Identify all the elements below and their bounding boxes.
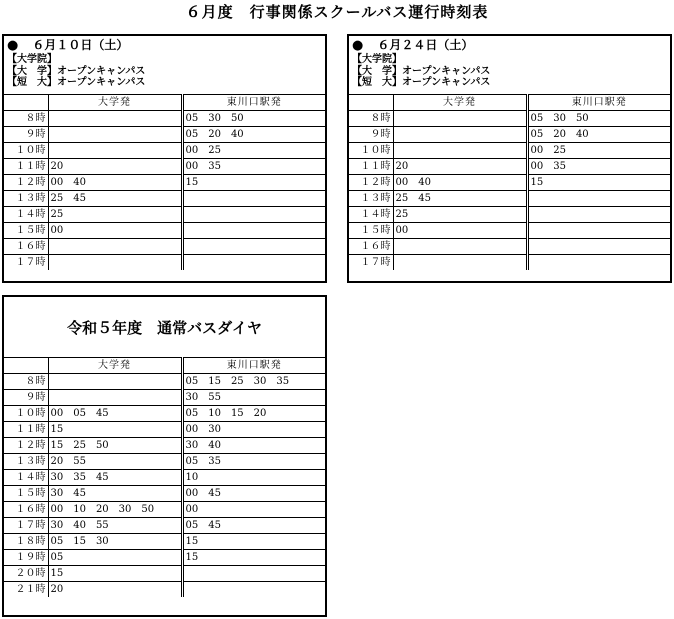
station-departure-cell: 05 15 25 30 35 — [182, 374, 325, 390]
table-row — [349, 159, 670, 175]
station-departure-cell: 00 45 — [182, 486, 325, 502]
table-row — [349, 223, 670, 239]
table-row — [4, 255, 325, 271]
schedule-date-line — [7, 38, 325, 53]
table-row — [4, 207, 325, 223]
univ-departure-cell — [48, 374, 182, 390]
univ-departure-cell — [393, 239, 527, 255]
station-departure-cell: 05 30 50 — [182, 111, 325, 127]
bullet-icon: ● — [7, 38, 19, 53]
table-row — [4, 143, 325, 159]
event-line: 【短 大】オープンキャンパス — [7, 77, 146, 88]
station-departure-cell — [182, 207, 325, 223]
hour-cell: １４時 — [4, 207, 48, 223]
table-row — [4, 111, 325, 127]
station-departure-cell: 00 35 — [182, 159, 325, 175]
hour-cell: １２時 — [4, 175, 48, 191]
hour-cell: １８時 — [4, 534, 48, 550]
station-departure-cell — [527, 207, 670, 223]
univ-departure-cell: 15 25 50 — [48, 438, 182, 454]
timetable — [4, 357, 325, 597]
station-departure-cell: 30 40 — [182, 438, 325, 454]
hour-cell: ２１時 — [4, 582, 48, 598]
univ-departure-cell: 30 40 55 — [48, 518, 182, 534]
hour-cell: １１時 — [4, 422, 48, 438]
hour-cell: ８時 — [4, 111, 48, 127]
table-header-row — [349, 95, 670, 111]
table-row — [4, 127, 325, 143]
station-departure-cell: 05 20 40 — [182, 127, 325, 143]
univ-column-header: 大学発 — [48, 358, 182, 374]
univ-departure-cell — [48, 143, 182, 159]
table-row — [4, 175, 325, 191]
bullet-icon: ● — [352, 38, 364, 53]
event-line: 【大 学】オープンキャンパス — [352, 65, 491, 77]
hour-cell: １２時 — [4, 438, 48, 454]
regular-schedule — [2, 295, 327, 617]
station-departure-cell: 10 — [182, 470, 325, 486]
hour-cell: １１時 — [4, 159, 48, 175]
timetable — [4, 94, 325, 270]
station-departure-cell: 30 55 — [182, 390, 325, 406]
station-departure-cell: 15 — [527, 175, 670, 191]
univ-departure-cell: 25 — [48, 207, 182, 223]
table-row — [4, 550, 325, 566]
hour-cell: ８時 — [4, 374, 48, 390]
station-departure-cell: 05 45 — [182, 518, 325, 534]
univ-departure-cell — [393, 111, 527, 127]
hour-column-header — [4, 95, 48, 111]
table-row — [349, 143, 670, 159]
univ-departure-cell — [48, 127, 182, 143]
univ-departure-cell — [393, 255, 527, 271]
univ-departure-cell: 05 — [48, 550, 182, 566]
hour-cell: １６時 — [349, 239, 393, 255]
regular-schedule-title: 令和５年度 通常バスダイヤ — [67, 318, 262, 337]
station-departure-cell: 15 — [182, 175, 325, 191]
hour-cell: １０時 — [4, 143, 48, 159]
station-departure-cell — [182, 566, 325, 582]
table-row — [4, 374, 325, 390]
station-departure-cell: 00 25 — [182, 143, 325, 159]
hour-cell: ２０時 — [4, 566, 48, 582]
univ-departure-cell: 20 — [48, 582, 182, 598]
station-column-header: 東川口駅発 — [182, 358, 325, 374]
univ-column-header: 大学発 — [48, 95, 182, 111]
special-schedule-2 — [347, 34, 672, 283]
station-departure-cell: 15 — [182, 550, 325, 566]
station-column-header: 東川口駅発 — [527, 95, 670, 111]
table-row — [4, 486, 325, 502]
station-departure-cell: 05 30 50 — [527, 111, 670, 127]
hour-cell: １６時 — [4, 239, 48, 255]
table-header-row — [4, 95, 325, 111]
hour-cell: １９時 — [4, 550, 48, 566]
station-departure-cell — [182, 239, 325, 255]
table-row — [4, 454, 325, 470]
hour-cell: １６時 — [4, 502, 48, 518]
univ-departure-cell: 25 — [393, 207, 527, 223]
schedule-date: ６月１０日（土） — [32, 38, 129, 52]
table-row — [349, 175, 670, 191]
univ-departure-cell — [393, 143, 527, 159]
page-title: ６月度 行事関係スクールバス運行時刻表 — [185, 3, 489, 21]
hour-cell: １４時 — [4, 470, 48, 486]
table-row — [4, 438, 325, 454]
hour-cell: １７時 — [4, 255, 48, 271]
timetable — [349, 94, 670, 270]
table-row — [349, 191, 670, 207]
table-row — [4, 406, 325, 422]
hour-cell: １５時 — [4, 486, 48, 502]
station-departure-cell: 00 35 — [527, 159, 670, 175]
univ-departure-cell: 15 — [48, 566, 182, 582]
hour-cell: １５時 — [4, 223, 48, 239]
station-departure-cell — [527, 255, 670, 271]
table-row — [4, 159, 325, 175]
table-row — [349, 111, 670, 127]
univ-departure-cell: 30 35 45 — [48, 470, 182, 486]
hour-cell: ９時 — [4, 390, 48, 406]
table-row — [4, 582, 325, 598]
hour-cell: １０時 — [349, 143, 393, 159]
univ-column-header: 大学発 — [393, 95, 527, 111]
hour-cell: １５時 — [349, 223, 393, 239]
table-row — [4, 470, 325, 486]
station-departure-cell — [182, 191, 325, 207]
univ-departure-cell: 25 45 — [393, 191, 527, 207]
hour-cell: １０時 — [4, 406, 48, 422]
schedule-date: ６月２４日（土） — [377, 38, 474, 52]
univ-departure-cell — [48, 239, 182, 255]
hour-cell: １７時 — [4, 518, 48, 534]
table-row — [4, 422, 325, 438]
hour-cell: ８時 — [349, 111, 393, 127]
table-row — [349, 127, 670, 143]
univ-departure-cell: 15 — [48, 422, 182, 438]
table-row — [349, 255, 670, 271]
univ-departure-cell: 00 — [48, 223, 182, 239]
station-departure-cell: 15 — [182, 534, 325, 550]
univ-departure-cell — [48, 255, 182, 271]
table-row — [4, 239, 325, 255]
station-departure-cell — [182, 582, 325, 598]
station-departure-cell: 00 25 — [527, 143, 670, 159]
event-line: 【大学院】 — [7, 54, 57, 65]
univ-departure-cell — [393, 127, 527, 143]
station-departure-cell — [182, 223, 325, 239]
event-line: 【大学院】 — [352, 54, 402, 65]
station-departure-cell — [527, 223, 670, 239]
univ-departure-cell: 00 — [393, 223, 527, 239]
hour-cell: １３時 — [4, 454, 48, 470]
hour-cell: １３時 — [349, 191, 393, 207]
univ-departure-cell — [48, 111, 182, 127]
schedule-header — [349, 36, 670, 94]
univ-departure-cell: 20 — [48, 159, 182, 175]
station-column-header: 東川口駅発 — [182, 95, 325, 111]
univ-departure-cell: 05 15 30 — [48, 534, 182, 550]
table-row — [4, 502, 325, 518]
station-departure-cell: 05 35 — [182, 454, 325, 470]
station-departure-cell — [527, 239, 670, 255]
hour-cell: １３時 — [4, 191, 48, 207]
table-header-row — [4, 358, 325, 374]
schedule-date-line — [352, 38, 670, 53]
event-line: 【大 学】オープンキャンパス — [7, 65, 146, 77]
univ-departure-cell — [48, 390, 182, 406]
station-departure-cell — [182, 255, 325, 271]
station-departure-cell — [527, 191, 670, 207]
univ-departure-cell: 20 55 — [48, 454, 182, 470]
event-line: 【短 大】オープンキャンパス — [352, 77, 491, 88]
table-row — [4, 223, 325, 239]
station-departure-cell: 00 — [182, 502, 325, 518]
table-row — [349, 239, 670, 255]
hour-column-header — [4, 358, 48, 374]
hour-column-header — [349, 95, 393, 111]
hour-cell: １４時 — [349, 207, 393, 223]
station-departure-cell: 05 20 40 — [527, 127, 670, 143]
table-row — [4, 534, 325, 550]
univ-departure-cell: 00 40 — [393, 175, 527, 191]
table-row — [4, 518, 325, 534]
hour-cell: １１時 — [349, 159, 393, 175]
univ-departure-cell: 00 10 20 30 50 — [48, 502, 182, 518]
hour-cell: １７時 — [349, 255, 393, 271]
hour-cell: ９時 — [349, 127, 393, 143]
univ-departure-cell: 25 45 — [48, 191, 182, 207]
station-departure-cell: 00 30 — [182, 422, 325, 438]
univ-departure-cell: 30 45 — [48, 486, 182, 502]
table-row — [349, 207, 670, 223]
hour-cell: ９時 — [4, 127, 48, 143]
table-row — [4, 390, 325, 406]
table-row — [4, 566, 325, 582]
hour-cell: １２時 — [349, 175, 393, 191]
special-schedule-1 — [2, 34, 327, 283]
univ-departure-cell: 00 40 — [48, 175, 182, 191]
station-departure-cell: 05 10 15 20 — [182, 406, 325, 422]
table-row — [4, 191, 325, 207]
schedule-header — [4, 36, 325, 94]
univ-departure-cell: 20 — [393, 159, 527, 175]
univ-departure-cell: 00 05 45 — [48, 406, 182, 422]
